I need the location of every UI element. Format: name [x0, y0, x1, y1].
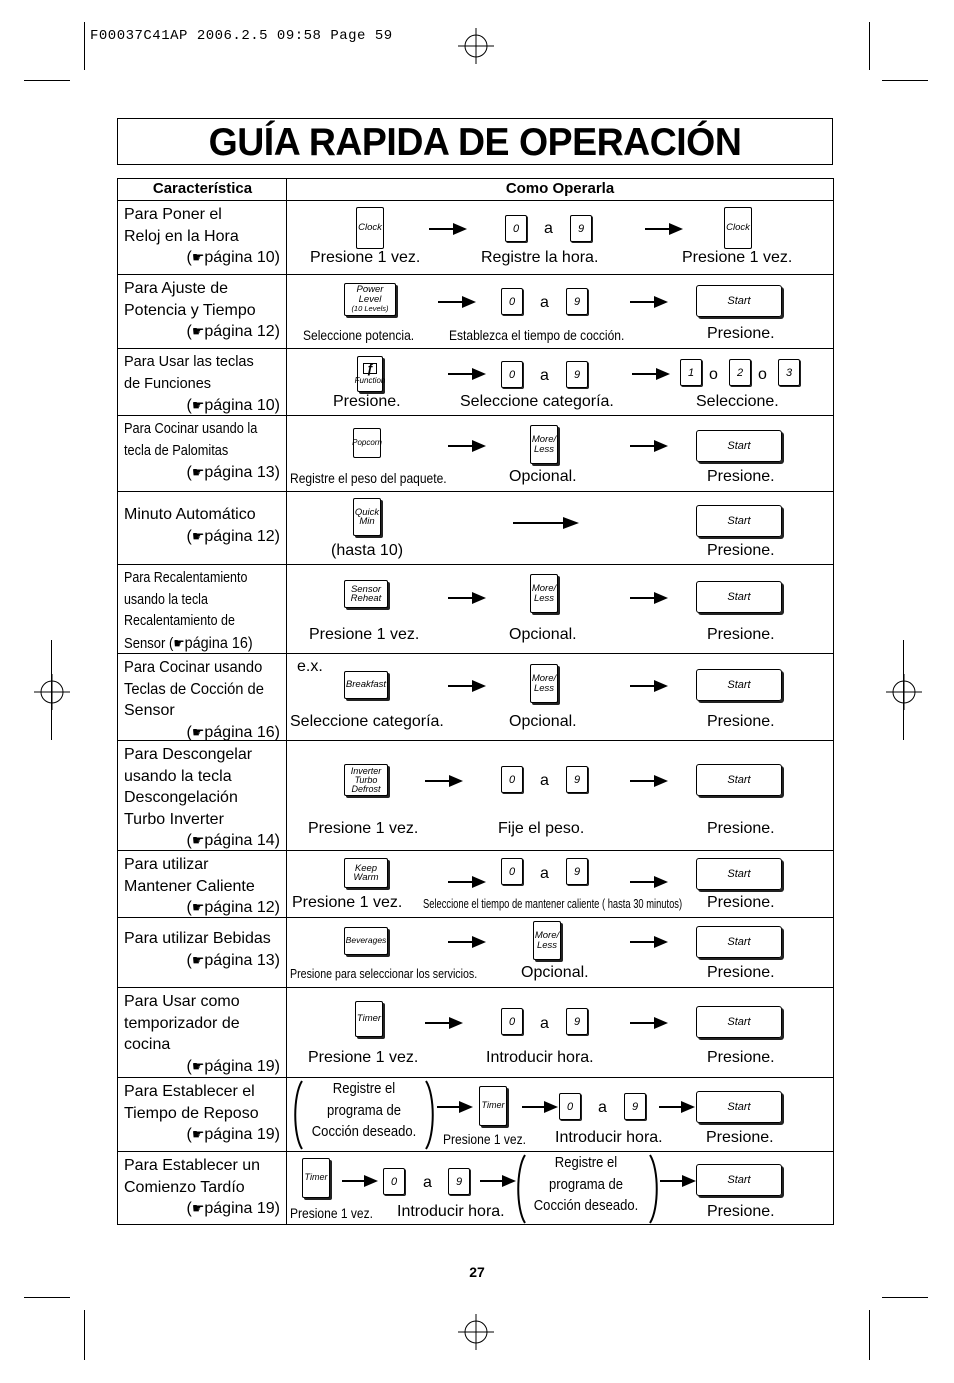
crop-mark [882, 80, 928, 81]
table-row [118, 275, 833, 349]
crop-mark [882, 1297, 928, 1298]
caption: Presione. [707, 894, 775, 911]
more-less-key: More/ Less [530, 664, 558, 703]
function-glyph-icon: ƒ [363, 363, 376, 375]
arrow-right-icon [645, 222, 683, 236]
digit-0-key: 0 [501, 1008, 523, 1035]
page-ref: (☛página 14) [186, 832, 280, 849]
caption: Seleccione el tiempo de mantener caliente ( hasta 30 minutos) [423, 896, 683, 911]
keep-warm-key: Keep Warm [344, 858, 388, 888]
registration-mark-icon [458, 1314, 494, 1350]
pointing-hand-icon: ☛ [191, 397, 205, 413]
digit-0-key: 0 [501, 858, 523, 885]
table-row [118, 416, 833, 492]
pointing-hand-icon: ☛ [191, 832, 205, 848]
table-row [118, 988, 833, 1078]
connector-a: a [540, 772, 549, 789]
caption: Registre la hora. [481, 249, 599, 266]
table-row [118, 851, 833, 918]
start-key: Start [696, 1164, 782, 1196]
pointing-hand-icon: ☛ [191, 527, 205, 544]
arrow-right-icon [437, 1100, 473, 1114]
digit-3-key: 3 [778, 359, 800, 386]
caption: Presione. [707, 626, 775, 643]
caption: Opcional. [509, 713, 577, 730]
quick-guide-table [117, 178, 834, 1225]
feature-cell: Para Establecer un Comienzo Tardío (☛página 19) [124, 1155, 284, 1220]
start-key: Start [696, 764, 782, 796]
operation-cell [287, 349, 833, 415]
crop-mark [903, 640, 904, 740]
operation-cell [287, 851, 833, 917]
connector-a: a [540, 865, 549, 882]
start-key: Start [696, 1006, 782, 1038]
registration-mark-icon [886, 674, 922, 710]
caption: Seleccione potencia. [303, 327, 415, 343]
arrow-right-icon [659, 1100, 695, 1114]
caption: Presione. [333, 393, 401, 410]
table-row [118, 201, 833, 275]
page-ref: (☛página 13) [186, 951, 280, 969]
table-row [118, 654, 833, 741]
registration-mark-icon [34, 674, 70, 710]
connector-a: a [540, 367, 549, 384]
caption: Opcional. [521, 964, 589, 981]
crop-mark [869, 1310, 870, 1360]
pointing-hand-icon: ☛ [191, 323, 205, 339]
start-key: Start [696, 926, 782, 958]
page-ref: (☛página 10) [186, 397, 280, 414]
caption: Seleccione categoría. [290, 713, 444, 730]
pointing-hand-icon: ☛ [191, 723, 205, 740]
digit-9-key: 9 [566, 766, 588, 793]
pointing-hand-icon: ☛ [191, 464, 205, 480]
digit-9-key: 9 [566, 361, 588, 388]
caption: Introducir hora. [397, 1203, 505, 1220]
caption: (hasta 10) [331, 542, 404, 559]
table-row [118, 349, 833, 416]
pointing-hand-icon: ☛ [191, 899, 205, 915]
bracket-note: Registre el programa de Cocción deseado. [533, 1155, 639, 1214]
page-ref: (☛página 12) [186, 527, 280, 545]
feature-cell: Para Cocinar usando Teclas de Cocción de Sensor (☛página 16) [124, 657, 284, 743]
page-ref: (☛página 13) [186, 464, 280, 481]
header-feature: Característica [152, 180, 253, 197]
arrow-right-icon [522, 1100, 558, 1114]
arrow-right-icon [425, 1016, 463, 1030]
table-header [118, 179, 833, 201]
feature-cell: Para Usar como temporizador de cocina (☛página 19) [124, 991, 284, 1077]
start-key: Start [696, 505, 782, 537]
digit-0-key: 0 [501, 288, 523, 315]
right-bracket-icon [425, 1080, 437, 1150]
arrow-right-icon [448, 439, 486, 453]
operation-cell [287, 201, 833, 274]
feature-cell: Para utilizar Mantener Caliente (☛página 12) [124, 854, 284, 919]
power-level-key: Power Level (10 Levels) [344, 283, 396, 316]
arrow-right-icon [342, 1174, 378, 1188]
feature-cell: Minuto Automático (☛página 12) [124, 504, 284, 547]
caption: Presione 1 vez. [682, 249, 793, 266]
start-key: Start [696, 669, 782, 701]
arrow-right-icon [632, 367, 670, 381]
caption: Introducir hora. [555, 1129, 663, 1146]
start-key: Start [696, 581, 782, 613]
timer-key: Timer [479, 1086, 507, 1126]
operation-cell [287, 741, 833, 850]
table-row [118, 1078, 833, 1152]
caption: Seleccione categoría. [460, 393, 614, 410]
connector-o: o [709, 366, 718, 383]
breakfast-key: Breakfast [344, 671, 388, 699]
page-ref: (☛página 10) [186, 249, 280, 266]
left-bracket-icon [514, 1154, 526, 1224]
digit-0-key: 0 [383, 1168, 405, 1195]
column-divider [286, 179, 287, 1224]
example-label: e.x. [297, 658, 323, 675]
caption: Presione. [707, 1203, 775, 1220]
timer-key: Timer [302, 1158, 330, 1198]
caption: Presione. [707, 325, 775, 342]
start-key: Start [696, 1091, 782, 1123]
arrow-right-icon [630, 679, 668, 693]
caption: Presione. [706, 1129, 774, 1146]
arrow-right-icon [630, 1016, 668, 1030]
caption: Presione. [707, 542, 775, 559]
pointing-hand-icon: ☛ [191, 1057, 205, 1074]
operation-cell [287, 918, 833, 987]
digit-0-key: 0 [501, 766, 523, 793]
arrow-right-icon [630, 875, 668, 889]
feature-cell: Para Ajuste de Potencia y Tiempo (☛página 12) [124, 278, 284, 343]
arrow-right-icon [630, 591, 668, 605]
arrow-right-icon [630, 935, 668, 949]
arrow-right-icon [480, 1174, 516, 1188]
crop-mark [84, 22, 85, 70]
connector-a: a [540, 294, 549, 311]
table-row [118, 1152, 833, 1226]
arrow-right-icon [630, 774, 668, 788]
right-bracket-icon [649, 1154, 661, 1224]
beverages-key: Beverages [344, 927, 388, 955]
popcorn-key: Popcorn [353, 428, 381, 458]
sensor-reheat-key: Sensor Reheat [344, 580, 388, 608]
feature-cell: Para utilizar Bebidas (☛página 13) [124, 928, 284, 971]
crop-mark [24, 80, 70, 81]
caption: Presione 1 vez. [308, 1049, 419, 1066]
start-key: Start [696, 285, 782, 317]
digit-9-key: 9 [624, 1093, 646, 1120]
caption: Presione. [707, 964, 775, 981]
more-less-key: More/ Less [530, 574, 558, 613]
timer-key: Timer [355, 1001, 383, 1037]
digit-9-key: 9 [448, 1168, 470, 1195]
connector-a: a [544, 220, 553, 237]
arrow-right-icon [438, 295, 476, 309]
clock-key: Clock [356, 207, 384, 249]
operation-cell [287, 988, 833, 1077]
feature-cell: Para Poner el Reloj en la Hora (☛página 10) [124, 204, 284, 269]
crop-mark [869, 22, 870, 70]
arrow-right-icon [448, 367, 486, 381]
crop-mark [24, 1297, 70, 1298]
arrow-right-icon [425, 774, 463, 788]
digit-9-key: 9 [566, 1008, 588, 1035]
caption: Presione. [707, 713, 775, 730]
operation-cell [287, 654, 833, 740]
arrow-right-icon [660, 1174, 696, 1188]
arrow-right-icon [513, 516, 579, 530]
table-row [118, 741, 833, 851]
registration-mark-icon [458, 28, 494, 64]
connector-a: a [423, 1174, 432, 1191]
caption: Presione 1 vez. [310, 249, 421, 266]
digit-9-key: 9 [570, 215, 592, 242]
header-operation: Como Operarla [505, 180, 615, 197]
operation-cell [287, 492, 833, 564]
bracket-note: Registre el programa de Cocción deseado. [311, 1081, 417, 1140]
feature-cell: Para Cocinar usando la tecla de Palomitas (☛página 13) [124, 419, 284, 484]
digit-2-key: 2 [729, 359, 751, 386]
arrow-right-icon [630, 439, 668, 453]
arrow-right-icon [630, 295, 668, 309]
pointing-hand-icon: ☛ [191, 1200, 205, 1216]
digit-0-key: 0 [559, 1093, 581, 1120]
caption: Presione para seleccionar los servicios. [290, 966, 478, 981]
operation-cell [287, 1078, 833, 1151]
table-row [118, 565, 833, 654]
operation-cell [287, 275, 833, 348]
operation-cell [287, 1152, 833, 1226]
caption: Opcional. [509, 626, 577, 643]
inverter-turbo-defrost-key: Inverter Turbo Defrost [344, 764, 388, 796]
more-less-key: More/ Less [530, 425, 558, 464]
table-row [118, 918, 833, 988]
feature-cell: Para Recalentamiento usando la tecla Recalentamiento de Sensor (☛página 16) [124, 570, 253, 652]
caption: Presione 1 vez. [290, 1205, 373, 1221]
caption: Presione. [707, 1049, 775, 1066]
arrow-right-icon [448, 591, 486, 605]
arrow-right-icon [448, 875, 486, 889]
feature-cell: Para Usar las teclas de Funciones (☛página 10) [124, 352, 284, 417]
operation-cell [287, 416, 833, 491]
clock-key: Clock [724, 207, 752, 249]
connector-a: a [540, 1015, 549, 1032]
digit-0-key: 0 [501, 361, 523, 388]
arrow-right-icon [448, 935, 486, 949]
feature-cell: Para Establecer el Tiempo de Reposo (☛página 19) [124, 1081, 284, 1146]
start-key: Start [696, 430, 782, 462]
page-ref: (☛página 12) [186, 899, 280, 916]
page-ref: (☛página 19) [186, 1057, 280, 1075]
caption: Presione 1 vez. [309, 626, 420, 643]
quick-min-key: Quick Min [353, 498, 381, 536]
arrow-right-icon [429, 222, 467, 236]
start-key: Start [696, 858, 782, 890]
crop-mark [84, 1310, 85, 1360]
function-key: ƒ Function [357, 356, 383, 392]
pointing-hand-icon: ☛ [173, 634, 185, 651]
feature-cell: Para Descongelar usando la tecla Descongelación Turbo Inverter (☛página 14) [124, 744, 284, 852]
digit-9-key: 9 [566, 858, 588, 885]
table-row [118, 492, 833, 565]
digit-0-key: 0 [505, 215, 527, 242]
caption: Introducir hora. [486, 1049, 594, 1066]
page-number: 27 [469, 1264, 485, 1280]
print-info-line: F00037C41AP 2006.2.5 09:58 Page 59 [90, 28, 393, 44]
caption: Seleccione. [696, 393, 779, 410]
page-ref: (☛página 19) [186, 1126, 280, 1143]
pointing-hand-icon: ☛ [191, 249, 205, 265]
arrow-right-icon [448, 679, 486, 693]
page-ref: (☛página 16) [186, 723, 280, 741]
left-bracket-icon [291, 1080, 303, 1150]
caption: Fije el peso. [498, 820, 585, 837]
operation-cell [287, 565, 833, 653]
title-box [117, 118, 833, 165]
more-less-key: More/ Less [533, 921, 561, 960]
crop-mark [51, 640, 52, 740]
page-ref: (☛página 12) [186, 323, 280, 340]
caption: Opcional. [509, 468, 577, 485]
digit-1-key: 1 [680, 359, 702, 386]
caption: Presione 1 vez. [308, 820, 419, 837]
caption: Registre el peso del paquete. [290, 470, 447, 486]
digit-9-key: 9 [566, 288, 588, 315]
pointing-hand-icon: ☛ [191, 951, 205, 968]
caption: Presione. [707, 820, 775, 837]
page-title: GUÍA RAPIDA DE OPERACIÓN [208, 121, 742, 164]
pointing-hand-icon: ☛ [191, 1126, 205, 1142]
caption: Presione. [707, 468, 775, 485]
page-ref: (☛página 19) [186, 1200, 280, 1217]
caption: Establezca el tiempo de cocción. [449, 327, 625, 343]
caption: Presione 1 vez. [443, 1131, 526, 1147]
caption: Presione 1 vez. [292, 894, 403, 911]
connector-o: o [758, 366, 767, 383]
connector-a: a [598, 1099, 607, 1116]
